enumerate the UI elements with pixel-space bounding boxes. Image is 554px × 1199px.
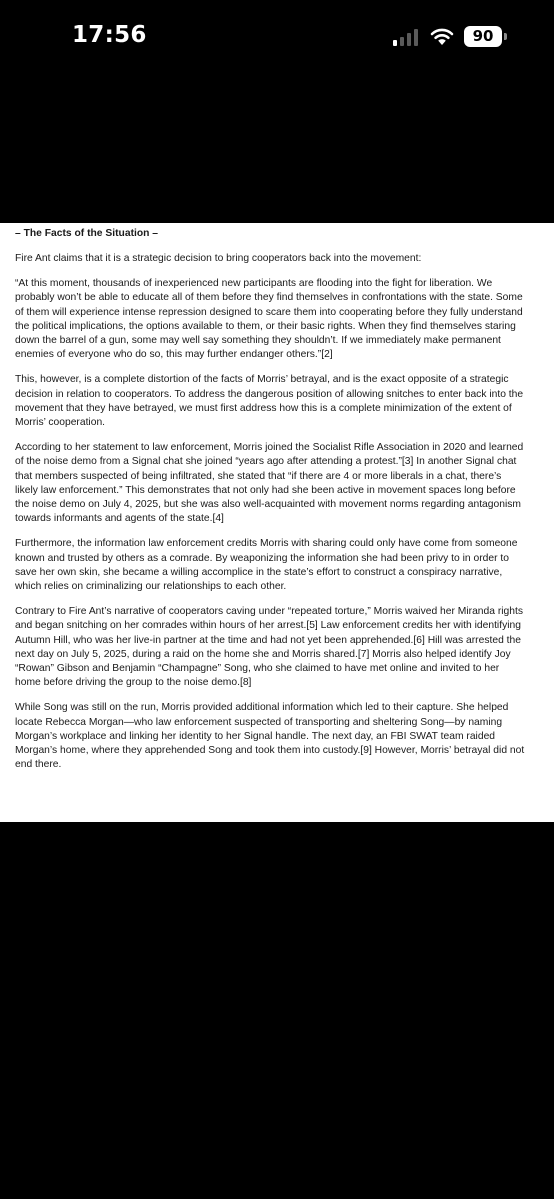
paragraph: This, however, is a complete distortion of the facts of Morris’ betrayal, and is the exact opposite of a strategic decision in relation to cooperators. To address the dangerous position of allowing snitches to enter back into the movement that they have betrayed, we must first address how this is a complete minimization of the extent of Morris’ cooperation.: [15, 374, 524, 429]
paragraph: “At this moment, thousands of inexperienced new participants are flooding into the fight for liberation. We probably won’t be able to educate all of them before they find themselves in confrontations with the state. Some of them will experience intense repression designed to scare them into cooperating before they fully understand the political implications, the options available to them, or their basic rights. When they find themselves staring down the barrel of a gun, some may well say something they shouldn’t. If we immediately make permanent enemies of everyone who do so, this may further endanger others.”[2]: [15, 278, 523, 361]
battery-level: 90: [472, 27, 494, 45]
paragraph: Fire Ant claims that it is a strategic decision to bring cooperators back into the movement:: [15, 253, 422, 264]
paragraph: Contrary to Fire Ant’s narrative of cooperators caving under “repeated torture,” Morris waived her Miranda rights and began snitching on her comrades within hours of her arrest.[5] Law enforcement credits her with identifying Autumn Hill, who was her live-in partner at the time and had not yet been apprehended.[6] Hill was arrested the next day on July 5, 2025, during a raid on the home she and Morris shared.[7] Morris also helped identify Joy “Rowan” Gibson and Benjamin “Champagne” Song, who she claimed to have met online and invited to her home before driving the group to the noise demo.[8]: [15, 606, 524, 689]
battery-cap: [504, 33, 507, 40]
status-bar: [0, 0, 554, 80]
paragraph: Furthermore, the information law enforcement credits Morris with sharing could only have come from someone known and trusted by others as a comrade. By weaponizing the information she had been privy to in order to save her own skin, she became a willing accomplice in the state’s effort to construct a conspiracy narrative, which relies on criminalizing our relationships to each other.: [15, 538, 518, 593]
battery-icon: [464, 26, 502, 47]
document-page: [0, 223, 554, 822]
wifi-icon: [429, 26, 455, 46]
status-time: 17:56: [72, 22, 147, 48]
paragraph: While Song was still on the run, Morris provided additional information which led to their capture. She helped locate Rebecca Morgan—who law enforcement suspected of transporting and sheltering Song—by naming Morgan’s workplace and linking her identity to her Signal handle. The next day, an FBI SWAT team raided Morgan’s home, where they apprehended Song and took them into custody.[9] However, Morris’ betrayal did not end there.: [15, 702, 525, 771]
cellular-signal-icon: [393, 28, 421, 46]
paragraph: According to her statement to law enforcement, Morris joined the Socialist Rifle Association in 2020 and learned of the noise demo from a Signal chat she joined “years ago after attending a protest.”[3] In another Signal chat that members suspected of being infiltrated, she stated that “if there are 4 or more liberals in a chat, there’s likely law enforcement.” This demonstrates that not only had she been active in movement spaces long before the noise demo on July 4, 2025, but she was also well-acquainted with movement norms regarding antagonism towards informants and agents of the state.[4]: [15, 442, 524, 525]
section-heading: – The Facts of the Situation –: [15, 228, 159, 239]
